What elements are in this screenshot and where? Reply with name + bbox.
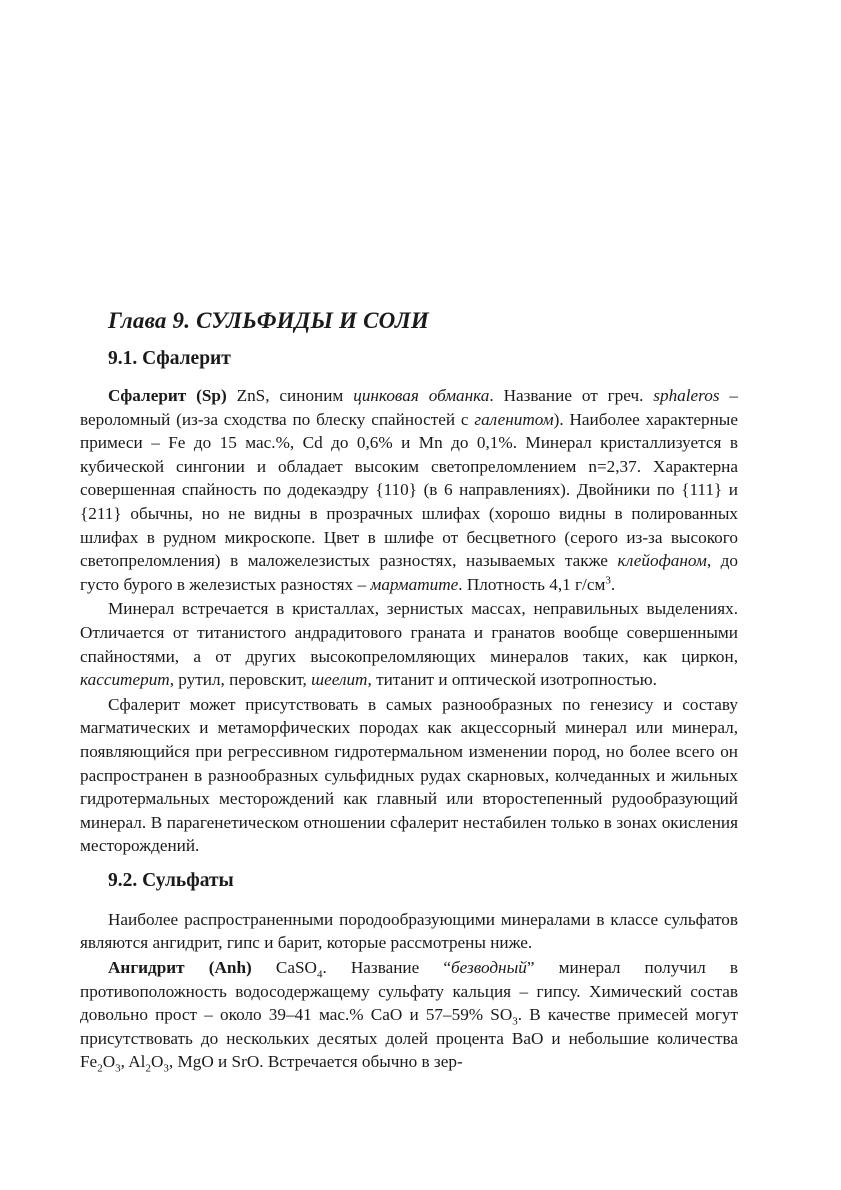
paragraph: Ангидрит (Anh) CaSO$_4$. Название “безводный” минерал получил в противоположность водосодержащему сульфату кальция – гипсу. Химический состав довольно прост – около 39–41 мас.% CaO и 57–59% $SO_3$. В качестве примесей могут присутствовать до нескольких десятых долей процента BaO и небольшие количества $Fe_2O_3$, $Al_2O_3$, MgO и SrO. Встречается обычно в зер- <box>80 958 738 1075</box>
subscript: 3 <box>163 1062 169 1075</box>
subscript: 3 <box>115 1062 121 1075</box>
section-heading-sphalerite: 9.1. Сфалерит <box>108 348 231 369</box>
subscript: 3 <box>512 1015 518 1028</box>
italic-term: безводный <box>451 958 527 978</box>
section-body-sulfates <box>80 908 738 1074</box>
subscript: 2 <box>97 1062 103 1075</box>
paragraph: Минерал встречается в кристаллах, зернистых массах, неправильных выделениях. Отличается от титанистого андрадитового граната и гранатов вообще совершенными спайностями, а от других высокопреломляющих минералов таких, как циркон, касситерит, рутил, перовскит, шеелит, титанит и оптической изотропностью. <box>80 599 738 690</box>
paragraph: Сфалерит (Sp) ZnS, синоним цинковая обманка. Название от греч. sphaleros – вероломный (из-за сходства по блеску спайностей с галенитом). Наиболее характерные примеси – Fe до 15 мас.%, Cd до 0,6% и Mn до 0,1%. Минерал кристаллизуется в кубической сингонии и обладает высоким светопреломлением n=2,37. Характерна совершенная спайность по додекаэдру {110} (в 6 направлениях). Двойники по {111} и {211} обычны, но не видны в прозрачных шлифах (хорошо видны в полированных шлифах в рудном микроскопе. Цвет в шлифе от бесцветного (серого из-за высокого светопреломления) в маложелезистых разностях, называемых также клейофаном, до густо бурого в железистых разностях – марматите. Плотность 4,1 $г/см^3$. <box>80 386 739 594</box>
italic-term: марматите <box>370 574 459 594</box>
subscript: 4 <box>316 968 323 981</box>
italic-term: галенитом <box>474 409 554 429</box>
paragraph: Наиболее распространенными породообразующими минералами в классе сульфатов являются ангидрит, гипс и барит, которые рассмотрены ниже. <box>80 909 738 953</box>
chapter-title: Глава 9. СУЛЬФИДЫ И СОЛИ <box>108 308 429 333</box>
italic-term: клейофаном <box>617 551 707 571</box>
subscript: 2 <box>145 1062 151 1075</box>
bold-term: Сфалерит (Sp) <box>108 386 227 405</box>
section-body-sphalerite <box>80 384 738 858</box>
page-content <box>80 308 738 1074</box>
italic-term: шеелит <box>311 670 368 690</box>
italic-term: касситерит <box>80 670 170 690</box>
paragraph: Сфалерит может присутствовать в самых разнообразных по генезису и составу магматических и метаморфических породах как акцессорный минерал или минерал, появляющийся при регрессивном гидротермальном изменении пород, но более всего он распространен в разнообразных сульфидных рудах скарновых, колчеданных и жильных гидротермальных месторождений как главный или второстепенный рудообразующий минерал. В парагенетическом отношении сфалерит нестабилен только в зонах окисления месторождений. <box>80 694 738 856</box>
section-heading-sulfates: 9.2. Сульфаты <box>108 869 234 891</box>
superscript: 3 <box>605 574 611 587</box>
bold-term: Ангидрит (Anh) <box>108 958 252 978</box>
italic-term: sphaleros <box>653 386 720 405</box>
italic-term: цинковая обманка <box>353 386 490 405</box>
